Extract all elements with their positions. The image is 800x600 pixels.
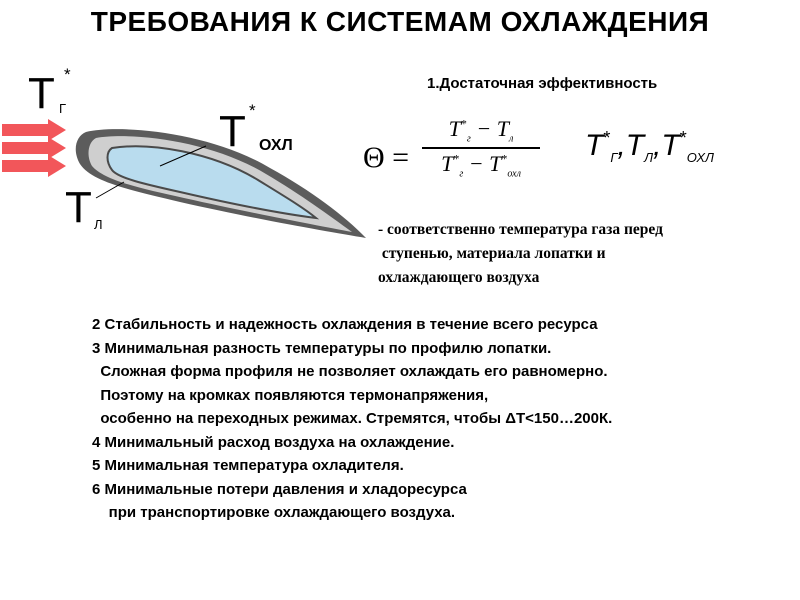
gas-flow-arrow — [2, 155, 66, 177]
requirement-line: Поэтому на кромках появляются термонапряжения, — [92, 386, 489, 404]
description-line: - соответственно температура газа перед — [378, 221, 663, 238]
turbine-blade-diagram — [0, 110, 372, 250]
description-line: ступенью, материала лопатки и — [378, 245, 606, 262]
requirement-efficiency: 1.Достаточная эффективность — [427, 75, 658, 92]
requirement-line: 3 Минимальная разность температуры по профилю лопатки. — [92, 339, 552, 357]
coolant-temperature-label — [219, 107, 246, 156]
theta-symbol: Θ = — [363, 141, 410, 174]
leader-line-tl — [96, 182, 124, 198]
requirement-line: 6 Минимальные потери давления и хладоресурса — [92, 480, 467, 498]
coolant-temperature-symbol: T — [219, 107, 246, 156]
coolant-temperature-subscript: ОХЛ — [259, 137, 293, 154]
efficiency-formula-fraction — [422, 116, 540, 179]
gas-temperature-subscript: Г — [59, 101, 67, 116]
gas-flow-arrow — [2, 137, 66, 159]
formula-numerator: $T^*_г - T_л$ — [448, 116, 514, 145]
gas-flow-arrows — [2, 119, 66, 177]
blade-temperature-label — [65, 183, 92, 232]
gas-temperature-symbol: T — [28, 69, 55, 118]
requirement-line: 4 Минимальный расход воздуха на охлаждение. — [92, 433, 455, 451]
blade-temperature-symbol: T — [65, 183, 92, 232]
page-title: ТРЕБОВАНИЯ К СИСТЕМАМ ОХЛАЖДЕНИЯ — [90, 6, 710, 37]
gas-temperature-label — [28, 69, 55, 118]
requirement-line: Сложная форма профиля не позволяет охлаждать его равномерно. — [92, 363, 608, 380]
requirement-line: 2 Стабильность и надежность охлаждения в течение всего ресурса — [92, 316, 598, 333]
requirement-line: особенно на переходных режимах. Стремятся, чтобы ΔT<150…200К. — [92, 410, 613, 427]
coolant-temperature-star: * — [249, 101, 256, 120]
requirements-list — [92, 313, 612, 525]
fraction-bar — [422, 147, 540, 149]
symbols-description — [378, 218, 663, 290]
requirement-line: при транспортировке охлаждающего воздуха. — [92, 504, 456, 521]
description-line: охлаждающего воздуха — [378, 269, 540, 286]
formula-denominator: $T^*_г - T^*_{охл}$ — [441, 150, 521, 180]
temperature-symbols: $T^*_Г,T_Л,T^*_{ОХЛ}$ — [585, 128, 714, 165]
gas-flow-arrow — [2, 119, 66, 141]
gas-temperature-star: * — [64, 65, 71, 84]
requirement-line: 5 Минимальная температура охладителя. — [92, 457, 404, 474]
blade-temperature-subscript: Л — [94, 217, 103, 232]
